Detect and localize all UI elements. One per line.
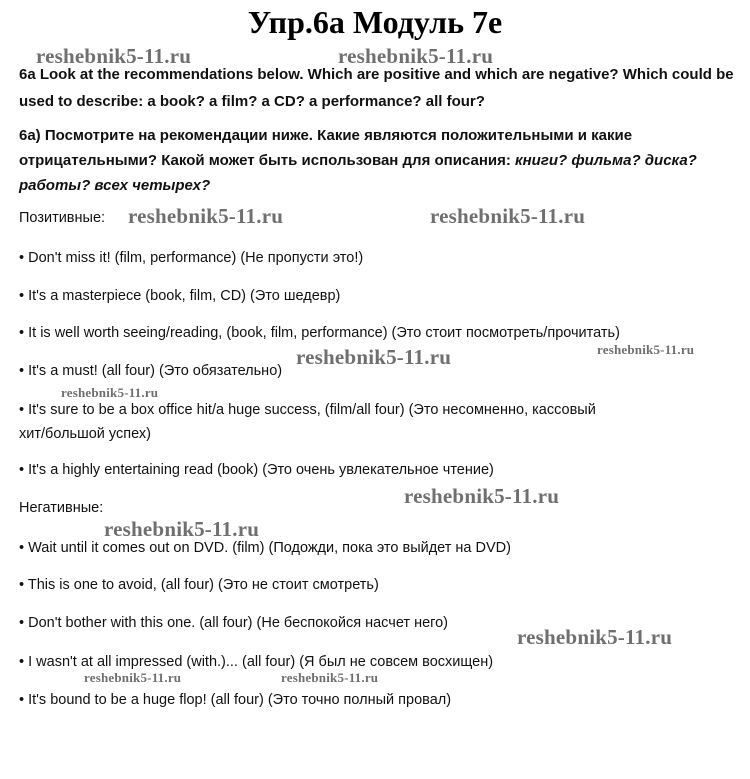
watermark: reshebnik5-11.ru xyxy=(296,345,452,369)
watermark: reshebnik5-11.ru xyxy=(404,484,560,508)
negative-item: • Don't bother with this one. (all four) (Не беспокойся насчет него) xyxy=(19,615,449,631)
watermark: reshebnik5-11.ru xyxy=(338,44,494,68)
positive-label: Позитивные: xyxy=(19,210,106,226)
task-ru-line-2-plain: отрицательными? Какой может быть использован для описания: xyxy=(19,152,516,169)
watermark: reshebnik5-11.ru xyxy=(104,517,260,541)
watermark: reshebnik5-11.ru xyxy=(517,625,673,649)
positive-item: • It's sure to be a box office hit/a huge success, (film/all four) (Это несомненно, кассовый xyxy=(19,402,596,418)
watermark: reshebnik5-11.ru xyxy=(61,385,159,400)
negative-item: • I wasn't at all impressed (with.)... (all four) (Я был не совсем восхищен) xyxy=(19,654,494,670)
task-ru-line-1: 6a) Посмотрите на рекомендации ниже. Какие являются положительными и какие xyxy=(19,127,633,144)
negative-item: • Wait until it comes out on DVD. (film) (Подожди, пока это выйдет на DVD) xyxy=(19,540,511,556)
watermark: reshebnik5-11.ru xyxy=(281,670,379,685)
page-title: Упр.6а Модуль 7е xyxy=(247,4,503,40)
task-ru-line-2 xyxy=(19,147,697,174)
negative-label: Негативные: xyxy=(19,500,104,516)
watermark: reshebnik5-11.ru xyxy=(597,342,695,357)
positive-item: • It is well worth seeing/reading, (book, film, performance) (Это стоит посмотреть/прочитать) xyxy=(19,325,620,341)
positive-item: • It's a highly entertaining read (book) (Это очень увлекательное чтение) xyxy=(19,462,494,478)
task-ru-line-2-italic: книги? фильма? диска? xyxy=(515,152,697,169)
task-ru-line-3: работы? всех четырех? xyxy=(19,177,211,194)
watermark: reshebnik5-11.ru xyxy=(128,204,284,228)
watermark: reshebnik5-11.ru xyxy=(84,670,182,685)
positive-item-continued: хит/большой успех) xyxy=(19,426,151,442)
positive-item: • It's a must! (all four) (Это обязательно) xyxy=(19,363,283,379)
task-en-line-1: 6a Look at the recommendations below. Which are positive and which are negative? Which could be xyxy=(19,66,734,83)
watermark: reshebnik5-11.ru xyxy=(430,204,586,228)
positive-item: • Don't miss it! (film, performance) (Не пропусти это!) xyxy=(19,250,364,266)
positive-item: • It's a masterpiece (book, film, CD) (Это шедевр) xyxy=(19,288,341,304)
negative-item: • It's bound to be a huge flop! (all four) (Это точно полный провал) xyxy=(19,692,452,708)
watermark: reshebnik5-11.ru xyxy=(36,44,192,68)
task-en-line-2: used to describe: a book? a film? a CD? a performance? all four? xyxy=(19,93,485,110)
negative-item: • This is one to avoid, (all four) (Это не стоит смотреть) xyxy=(19,577,379,593)
